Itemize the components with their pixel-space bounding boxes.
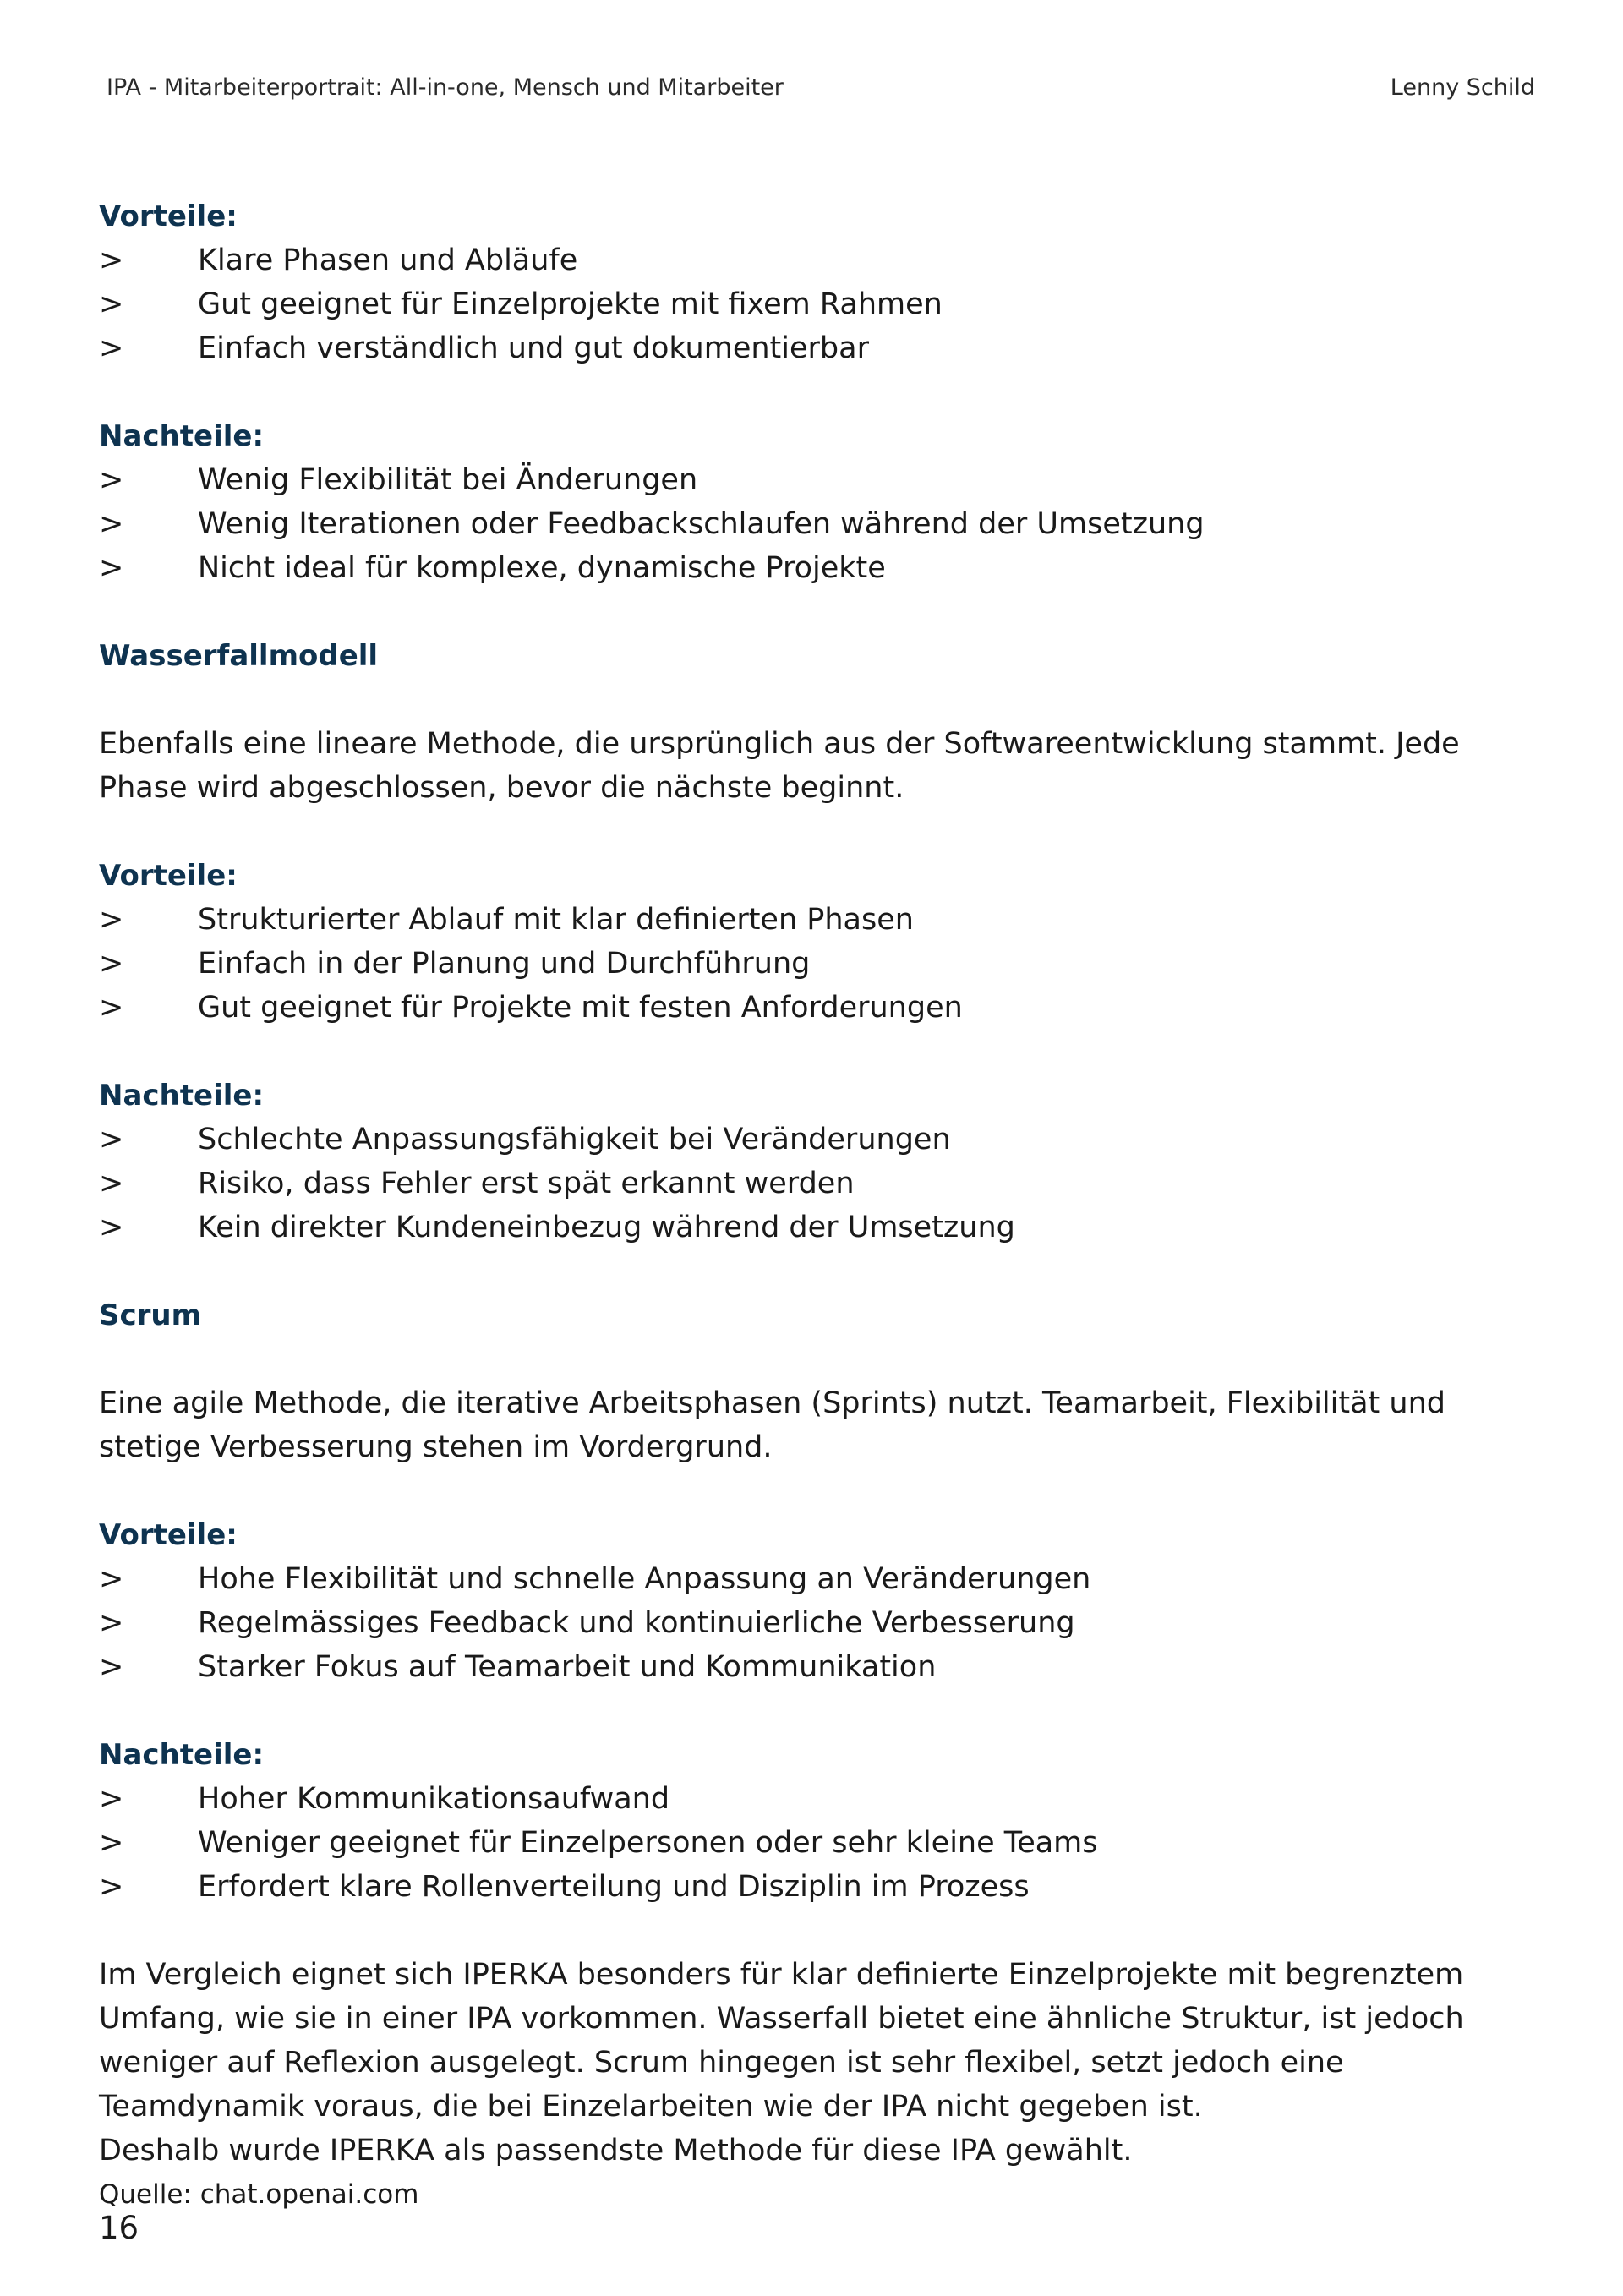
list-marker: > xyxy=(99,243,124,277)
waterfall-pros-heading: Vorteile: xyxy=(99,859,238,893)
list-marker: > xyxy=(99,1826,124,1860)
scrum-cons-list xyxy=(99,1777,1536,1909)
author-name: Lenny Schild xyxy=(1390,74,1535,101)
list-marker: > xyxy=(99,331,124,365)
list-item: > Strukturierter Ablauf mit klar definierten Phasen xyxy=(99,898,1536,942)
list-item: > Wenig Flexibilität bei Änderungen xyxy=(99,458,1536,502)
list-item: > Weniger geeignet für Einzelpersonen oder sehr kleine Teams xyxy=(99,1821,1536,1865)
list-item: > Regelmässiges Feedback und kontinuierliche Verbesserung xyxy=(99,1601,1536,1645)
waterfall-cons-list xyxy=(99,1118,1536,1249)
list-marker: > xyxy=(99,903,124,937)
decision-paragraph: Deshalb wurde IPERKA als passendste Methode für diese IPA gewählt. xyxy=(99,2134,1133,2168)
list-marker: > xyxy=(99,507,124,541)
list-item: > Hoher Kommunikationsaufwand xyxy=(99,1777,1536,1821)
list-marker: > xyxy=(99,1562,124,1596)
iperka-pros-list xyxy=(99,238,1536,370)
list-item: > Nicht ideal für komplexe, dynamische Projekte xyxy=(99,546,1536,590)
list-marker: > xyxy=(99,1870,124,1904)
iperka-cons-heading: Nachteile: xyxy=(99,419,265,453)
list-item: > Gut geeignet für Einzelprojekte mit fixem Rahmen xyxy=(99,282,1536,326)
list-marker: > xyxy=(99,1782,124,1816)
page-content xyxy=(99,194,1536,2173)
page-header xyxy=(107,74,1535,108)
list-marker: > xyxy=(99,463,124,497)
list-item: > Kein direkter Kundeneinbezug während der Umsetzung xyxy=(99,1205,1536,1249)
waterfall-pros-list xyxy=(99,898,1536,1030)
iperka-pros-heading: Vorteile: xyxy=(99,200,238,233)
list-item: > Hohe Flexibilität und schnelle Anpassung an Veränderungen xyxy=(99,1557,1536,1601)
list-item: > Risiko, dass Fehler erst spät erkannt werden xyxy=(99,1162,1536,1205)
list-marker: > xyxy=(99,1650,124,1684)
list-marker: > xyxy=(99,1606,124,1640)
waterfall-cons-heading: Nachteile: xyxy=(99,1079,265,1112)
list-item: > Klare Phasen und Abläufe xyxy=(99,238,1536,282)
source-note: Quelle: chat.openai.com xyxy=(99,2179,419,2210)
scrum-cons-heading: Nachteile: xyxy=(99,1738,265,1772)
list-marker: > xyxy=(99,1167,124,1200)
list-item: > Starker Fokus auf Teamarbeit und Kommunikation xyxy=(99,1645,1536,1689)
waterfall-description: Ebenfalls eine lineare Methode, die ursprünglich aus der Softwareentwicklung stammt. Jede Phase wird abgeschlossen, bevor die nächste beginnt. xyxy=(99,727,1460,805)
document-title: IPA - Mitarbeiterportrait: All-in-one, Mensch und Mitarbeiter xyxy=(107,74,784,101)
list-item: > Einfach in der Planung und Durchführung xyxy=(99,942,1536,986)
list-item: > Erfordert klare Rollenverteilung und Disziplin im Prozess xyxy=(99,1865,1536,1909)
list-item: > Wenig Iterationen oder Feedbackschlaufen während der Umsetzung xyxy=(99,502,1536,546)
list-marker: > xyxy=(99,1211,124,1244)
scrum-pros-heading: Vorteile: xyxy=(99,1518,238,1552)
list-item: > Einfach verständlich und gut dokumentierbar xyxy=(99,326,1536,370)
page-number: 16 xyxy=(99,2210,139,2246)
list-item: > Schlechte Anpassungsfähigkeit bei Veränderungen xyxy=(99,1118,1536,1162)
scrum-description: Eine agile Methode, die iterative Arbeitsphasen (Sprints) nutzt. Teamarbeit, Flexibilität und stetige Verbesserung stehen im Vordergrund. xyxy=(99,1386,1445,1464)
list-marker: > xyxy=(99,287,124,321)
waterfall-title: Wasserfallmodell xyxy=(99,639,379,673)
conclusion-paragraph: Im Vergleich eignet sich IPERKA besonders für klar definierte Einzelprojekte mit begrenztem Umfang, wie sie in einer IPA vorkommen. Wasserfall bietet eine ähnliche Struktur, ist jedoch weniger auf Reflexion ausgelegt. Scrum hingegen ist sehr flexibel, setzt jedoch eine Teamdynamik voraus, die bei Einzelarbeiten wie der IPA nicht gegeben ist. xyxy=(99,1958,1464,2124)
list-marker: > xyxy=(99,947,124,981)
list-marker: > xyxy=(99,551,124,585)
scrum-title: Scrum xyxy=(99,1298,202,1332)
list-marker: > xyxy=(99,991,124,1025)
list-marker: > xyxy=(99,1123,124,1156)
scrum-pros-list xyxy=(99,1557,1536,1689)
iperka-cons-list xyxy=(99,458,1536,590)
list-item: > Gut geeignet für Projekte mit festen Anforderungen xyxy=(99,986,1536,1030)
